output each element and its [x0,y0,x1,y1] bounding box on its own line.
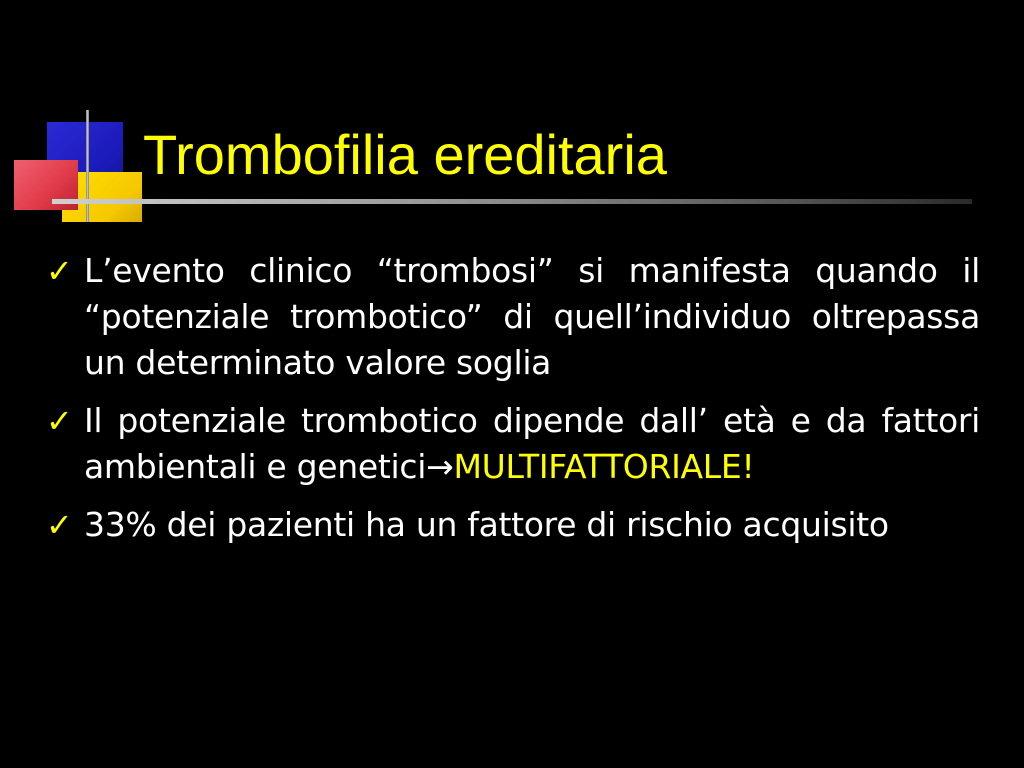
right-arrow-icon: → [426,447,454,486]
title-underline-rule [52,199,972,204]
checkmark-icon: ✓ [46,402,73,440]
checkmark-icon: ✓ [46,506,73,544]
bullet-item [46,502,980,548]
bullet-item [46,248,980,386]
checkmark-icon: ✓ [46,252,73,290]
bullet-text: 33% dei pazienti ha un fattore di rischio acquisito [84,505,889,544]
bullet-text: Il potenziale trombotico dipende dall’ età e da fattori ambientali e genetici [84,401,980,486]
decorative-squares-logo [0,0,150,230]
bullet-list [46,248,980,560]
highlight-text: MULTIFATTORIALE! [453,447,755,486]
logo-vertical-line [86,110,89,222]
bullet-text: L’evento clinico “trombosi” si manifesta quando il “potenziale trombotico” di quell’individuo oltrepassa un determinato valore soglia [84,251,980,382]
slide-title: Trombofilia ereditaria [143,123,667,186]
bullet-item [46,398,980,490]
